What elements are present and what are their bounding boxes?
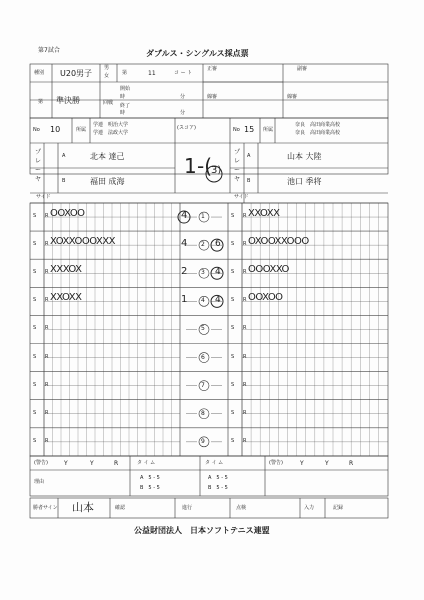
- receive-label-left: R: [45, 353, 49, 360]
- point-marks-right: OOOXXO: [248, 264, 289, 276]
- line-judge-label: 線審: [207, 94, 218, 100]
- card-y-right: Y: [300, 460, 304, 467]
- gender-male: 男: [104, 65, 110, 71]
- no-label-left: No: [33, 127, 40, 133]
- game-number: 9: [201, 437, 205, 445]
- receive-label-right: R: [243, 353, 247, 360]
- player-a-right: 山本 大陸: [287, 152, 322, 161]
- time-label: 回戦: [103, 100, 114, 106]
- affiliation-label-right: 所属: [263, 127, 274, 133]
- serve-label-right: S: [231, 325, 235, 332]
- receive-label-right: R: [243, 241, 247, 248]
- serve-label-left: S: [33, 409, 37, 416]
- game-score-right: 6: [215, 239, 221, 250]
- affiliation-b-left: 学連 法政大学: [93, 130, 129, 136]
- serve-label-right: S: [231, 241, 235, 248]
- serve-label-left: S: [33, 353, 37, 360]
- gender-female: 女: [104, 73, 110, 79]
- final-score-dash: -(: [197, 154, 213, 178]
- receive-label-right: R: [243, 269, 247, 276]
- court-number: 11: [148, 70, 156, 77]
- game-number: 5: [201, 325, 205, 333]
- game-score-left: 2: [181, 266, 188, 278]
- side-label-right: サイド: [234, 194, 249, 200]
- final-score-right: 3): [211, 165, 222, 176]
- timeout-label-left: タ イ ム: [137, 460, 156, 466]
- vice-referee-label: 副審: [297, 66, 308, 72]
- player-label-right: プレーヤ: [234, 149, 241, 183]
- player-a-slot-right: A: [247, 153, 251, 159]
- game-score-right: 4: [215, 295, 221, 306]
- score-label: (スコア): [177, 125, 196, 131]
- timeout-label-right: タ イ ム: [205, 460, 224, 466]
- serve-label-left: S: [33, 213, 37, 220]
- serve-label-right: S: [231, 213, 235, 220]
- warning-label-left: (警告): [34, 460, 48, 466]
- receive-label-right: R: [243, 213, 247, 220]
- card-y-left: Y: [64, 460, 68, 467]
- line-judge-label-2: 線審: [287, 94, 298, 100]
- serve-label-right: S: [231, 409, 235, 416]
- input-label: 入力: [304, 505, 315, 511]
- record-label: 記録: [333, 505, 344, 511]
- timeout-b-left: B 5 - 5: [140, 485, 160, 491]
- receive-label-left: R: [45, 381, 49, 388]
- game-number: 4: [201, 297, 205, 305]
- referee-label: 正審: [207, 66, 218, 72]
- game-number: 6: [201, 353, 205, 361]
- round-label: 第: [38, 99, 44, 105]
- game-number: 8: [201, 409, 205, 417]
- game-score-left: 1: [181, 294, 188, 306]
- side-label-left: サイド: [36, 194, 51, 200]
- game-number: 1: [201, 213, 205, 221]
- min-start: 分: [180, 94, 186, 100]
- point-marks-left: OOXOO: [50, 208, 85, 220]
- player-b-slot-left: B: [62, 178, 66, 184]
- player-b-slot-right: B: [247, 178, 251, 184]
- court-label: コ ー ト: [174, 70, 193, 76]
- receive-label-left: R: [45, 437, 49, 444]
- organizer-footer: 公益財団法人 日本ソフトテニス連盟: [134, 526, 270, 535]
- progress-label: 進行: [182, 505, 193, 511]
- round-value: 準決勝: [56, 96, 80, 105]
- point-marks-right: XXOXX: [248, 208, 280, 220]
- serve-label-left: S: [33, 269, 37, 276]
- court-prefix: 第: [122, 70, 128, 76]
- winner-signature: 山本: [72, 501, 94, 514]
- min-end: 分: [180, 110, 186, 116]
- point-marks-left: XOXXOOOXXX: [50, 236, 116, 248]
- affiliation-b-right: 奈良 高田商業高校: [295, 130, 341, 136]
- team-number-left: 10: [50, 125, 61, 134]
- game-score-right: 4: [215, 267, 221, 278]
- end-label: 終了: [120, 103, 131, 109]
- serve-label-right: S: [231, 381, 235, 388]
- timeout-b-right: B 5 - 5: [208, 485, 228, 491]
- serve-label-left: S: [33, 325, 37, 332]
- winner-sign-label: 勝者サイン: [33, 505, 58, 511]
- point-marks-left: XXOXX: [50, 292, 82, 304]
- affiliation-label-left: 所属: [76, 127, 87, 133]
- timeout-a-right: A 5 - 5: [208, 475, 228, 481]
- serve-label-left: S: [33, 437, 37, 444]
- card-y2-left: Y: [90, 460, 94, 467]
- start-label: 開始: [120, 86, 131, 92]
- serve-label-right: S: [231, 297, 235, 304]
- no-label-right: No: [233, 127, 240, 133]
- player-a-slot-left: A: [62, 153, 66, 159]
- verify-label: 確認: [115, 505, 126, 511]
- serve-label-right: S: [231, 269, 235, 276]
- final-score-left: 1: [184, 154, 197, 178]
- point-marks-right: OXOOXXOOO: [248, 236, 309, 248]
- card-r-right: R: [349, 460, 354, 467]
- sheet-title: ダブルス・シングルス採点票: [146, 49, 249, 58]
- game-number: 2: [201, 241, 205, 249]
- reason-label: 理由: [34, 479, 45, 485]
- receive-label-left: R: [45, 297, 49, 304]
- card-r-left: R: [114, 460, 119, 467]
- point-marks-left: XXXOX: [50, 264, 82, 276]
- receive-label-right: R: [243, 409, 247, 416]
- affiliation-a-right: 奈良 高田商業高校: [295, 122, 341, 128]
- receive-label-left: R: [45, 213, 49, 220]
- player-b-left: 福田 成海: [90, 177, 125, 186]
- game-number: 7: [201, 381, 205, 389]
- serve-label-right: S: [231, 437, 235, 444]
- game-score-left: 4: [181, 238, 188, 250]
- point-marks-right: OOXOO: [248, 292, 283, 304]
- check-label: 点検: [236, 505, 247, 511]
- serve-label-right: S: [231, 353, 235, 360]
- game-score-left: 4: [181, 210, 188, 222]
- receive-label-right: R: [243, 437, 247, 444]
- receive-label-right: R: [243, 325, 247, 332]
- serve-label-left: S: [33, 381, 37, 388]
- serve-label-left: S: [33, 241, 37, 248]
- player-label-left: プレーヤ: [35, 149, 42, 183]
- receive-label-right: R: [243, 297, 247, 304]
- player-a-left: 北本 達己: [90, 152, 125, 161]
- affiliation-a-left: 学連 明治大学: [93, 122, 129, 128]
- timeout-a-left: A 5 - 5: [140, 475, 160, 481]
- receive-label-left: R: [45, 241, 49, 248]
- receive-label-left: R: [45, 269, 49, 276]
- tournament-label: 第7試合: [38, 47, 60, 54]
- serve-label-left: S: [33, 297, 37, 304]
- category-label: 種別: [34, 70, 45, 76]
- warning-label-right: (警告): [269, 460, 283, 466]
- category-value: U20男子: [60, 69, 93, 78]
- team-number-right: 15: [244, 125, 255, 134]
- player-b-right: 池口 季将: [287, 177, 322, 186]
- game-number: 3: [201, 269, 205, 277]
- hour-end: 時: [120, 110, 126, 116]
- receive-label-left: R: [45, 325, 49, 332]
- receive-label-right: R: [243, 381, 247, 388]
- hour-start: 時: [120, 94, 126, 100]
- card-y2-right: Y: [325, 460, 329, 467]
- receive-label-left: R: [45, 409, 49, 416]
